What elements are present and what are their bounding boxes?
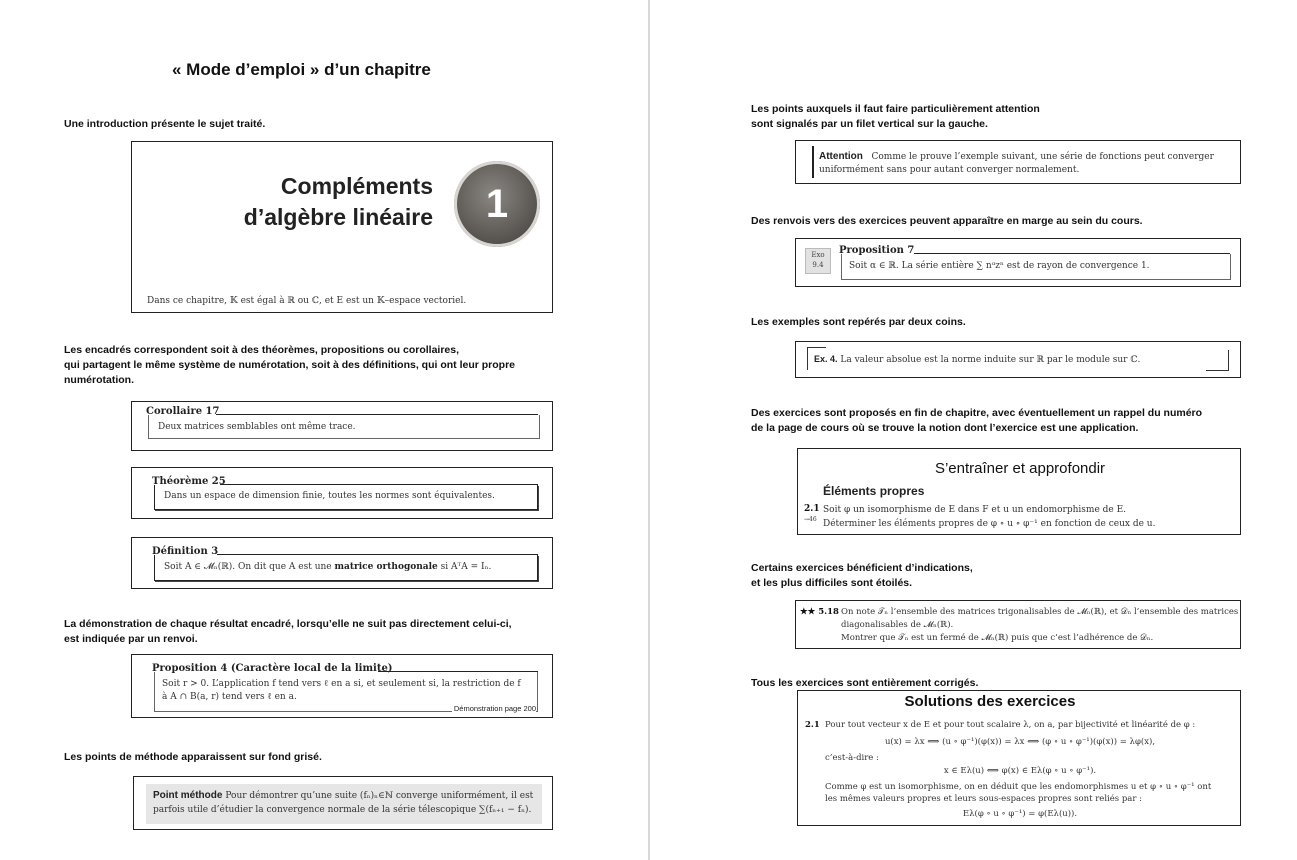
methode-line2: parfois utile d’étudier la convergence normale de la série télescopique ∑(fₙ₊₁ − fₙ). — [153, 805, 532, 815]
attention-line2: uniformément sans pour autant converger normalement. — [819, 165, 1080, 175]
proposition7-title: Proposition 7 — [839, 245, 915, 256]
solutions-number: 2.1 — [805, 720, 820, 730]
proposition7-box — [795, 238, 1241, 287]
definition-box — [131, 537, 553, 589]
exemple-bottom-right-corner — [1206, 350, 1229, 371]
caption-encadres: Les encadrés correspondent soit à des théorèmes, propositions ou corollaires, qui partagent le même système de numérotation, soit à des définitions, qui ont leur propre numérotation. — [64, 344, 515, 386]
exo518-header — [800, 607, 839, 617]
solutions-line4: les mêmes valeurs propres et leurs sous-espaces propres sont reliés par : — [825, 794, 1142, 804]
entrainer-subtitle: Éléments propres — [823, 484, 925, 498]
caption-methode: Les points de méthode apparaissent sur fond grisé. — [64, 751, 322, 763]
corollaire-box — [131, 401, 553, 451]
caption-exercices: Des exercices sont proposés en fin de chapitre, avec éventuellement un rappel du numéro de la page de cours où se trouve la notion dont l’exercice est une application. — [751, 407, 1203, 434]
methode-box — [133, 776, 553, 830]
methode-line1 — [153, 790, 533, 801]
caption-intro: Une introduction présente le sujet traité. — [64, 118, 266, 130]
caption-exemples: Les exemples sont repérés par deux coins. — [751, 316, 966, 328]
exo-ref-line1: Exo — [811, 251, 825, 259]
proposition4-title: Proposition 4 (Caractère local de la limite) — [152, 663, 393, 674]
solutions-title: Solutions des exercices — [904, 693, 1076, 710]
left-page — [0, 0, 648, 860]
theoreme-text: Dans un espace de dimension finie, toutes les normes sont équivalentes. — [164, 491, 495, 501]
solutions-box — [797, 690, 1241, 826]
attention-line1 — [819, 151, 1214, 162]
chapter-title-line2: d’algèbre linéaire — [243, 204, 433, 230]
chapter-title-line1: Compléments — [280, 173, 433, 199]
exo518-line3: Montrer que 𝒯ₙ est un fermé de 𝓜ₙ(ℝ) puis que c’est l’adhérence de 𝒟ₙ. — [841, 633, 1154, 643]
exo518-line2: diagonalisables de 𝓜ₙ(ℝ). — [841, 620, 954, 630]
solutions-line2: c’est-à-dire : — [825, 753, 879, 763]
entrainer-line2: Déterminer les éléments propres de φ ∘ u ∘ φ⁻¹ en fonction de ceux de u. — [823, 519, 1156, 529]
exo-reference-badge[interactable] — [805, 248, 831, 274]
right-page — [650, 0, 1297, 860]
demonstration-link[interactable]: Démonstration page 200 — [453, 704, 536, 713]
solutions-eq3: Eλ(φ ∘ u ∘ φ⁻¹) = φ(Eλ(u)). — [962, 809, 1078, 819]
exemple-box — [795, 341, 1241, 378]
attention-text1: Comme le prouve l’exemple suivant, une série de fonctions peut converger — [871, 152, 1214, 162]
exemple-body: La valeur absolue est la norme induite sur ℝ par le module sur ℂ. — [840, 355, 1141, 365]
solutions-line1: Pour tout vecteur x de E et pour tout scalaire λ, on a, par bijectivité et linéarité de φ : — [825, 720, 1196, 730]
entrainer-exercise-number: 2.1 — [804, 504, 820, 514]
solutions-line3: Comme φ est un isomorphisme, on en déduit que les endomorphismes u et φ ∘ u ∘ φ⁻¹ ont — [825, 782, 1212, 792]
exo-ref-line2: 9.4 — [812, 261, 824, 269]
exemple-text — [814, 354, 1140, 365]
definition-text — [164, 562, 491, 572]
corollaire-title: Corollaire 17 — [146, 406, 220, 417]
chapter-number: 1 — [485, 181, 509, 226]
definition-title: Définition 3 — [152, 546, 219, 557]
theoreme-title: Théorème 25 — [152, 476, 226, 487]
chapter-box — [131, 141, 553, 313]
caption-attention: Les points auxquels il faut faire particulièrement attention sont signalés par un filet vertical sur la gauche. — [751, 103, 1040, 130]
definition-text-b: si AᵀA = Iₙ. — [437, 562, 492, 572]
exo518-number: 5.18 — [818, 607, 839, 617]
methode-text1: Pour démontrer qu’une suite (fₙ)ₙ∈ℕ converge uniformément, il est — [225, 791, 534, 801]
definition-text-a: Soit A ∈ 𝓜ₙ(ℝ). On dit que A est une — [164, 562, 335, 572]
methode-label: Point méthode — [153, 790, 223, 801]
entrainer-page-ref[interactable]: →46 — [804, 516, 817, 523]
entrainer-line1: Soit φ un isomorphisme de E dans F et u un endomorphisme de E. — [823, 505, 1127, 515]
caption-demonstration: La démonstration de chaque résultat encadré, lorsqu’elle ne suit pas directement celui-ci, est indiquée par un renvoi. — [64, 618, 512, 645]
entrainer-box — [797, 448, 1241, 535]
proposition4-line1: Soit r > 0. L’application f tend vers ℓ en a si, et seulement si, la restriction de f — [162, 679, 521, 689]
caption-indications: Certains exercices bénéficient d’indications, et les plus difficiles sont étoilés. — [751, 562, 973, 589]
chapter-number-badge — [454, 161, 540, 247]
proposition4-line2: à A ∩ B(a, r) tend vers ℓ en a. — [162, 692, 297, 702]
proposition7-text: Soit α ∈ ℝ. La série entière ∑ nᵅzⁿ est de rayon de convergence 1. — [849, 261, 1150, 271]
proposition4-box — [131, 654, 553, 718]
theoreme-box — [131, 467, 553, 519]
difficulty-stars: ★★ — [800, 607, 816, 617]
attention-label: Attention — [819, 151, 863, 162]
entrainer-title: S’entraîner et approfondir — [934, 460, 1106, 477]
page-heading: « Mode d’emploi » d’un chapitre — [172, 60, 431, 79]
definition-term: matrice orthogonale — [334, 562, 438, 572]
exemple-label: Ex. 4. — [814, 354, 838, 364]
chapter-intro-text: Dans ce chapitre, 𝕂 est égal à ℝ ou ℂ, et E est un 𝕂–espace vectoriel. — [147, 296, 467, 306]
exo518-line1: On note 𝒯ₙ l’ensemble des matrices trigonalisables de 𝓜ₙ(ℝ), et 𝒟ₙ l’ensemble des matrices — [841, 607, 1239, 617]
caption-renvois: Des renvois vers des exercices peuvent apparaître en marge au sein du cours. — [751, 215, 1143, 227]
solutions-eq1: u(x) = λx ⟺ (u ∘ φ⁻¹)(φ(x)) = λx ⟺ (φ ∘ u ∘ φ⁻¹)(φ(x)) = λφ(x), — [884, 737, 1156, 747]
exo518-box — [795, 600, 1241, 649]
solutions-eq2: x ∈ Eλ(u) ⟺ φ(x) ∈ Eλ(φ ∘ u ∘ φ⁻¹). — [943, 766, 1097, 776]
caption-corriges: Tous les exercices sont entièrement corrigés. — [751, 677, 979, 689]
corollaire-text: Deux matrices semblables ont même trace. — [158, 422, 356, 432]
attention-vertical-rule — [812, 146, 814, 178]
attention-box — [795, 140, 1241, 184]
